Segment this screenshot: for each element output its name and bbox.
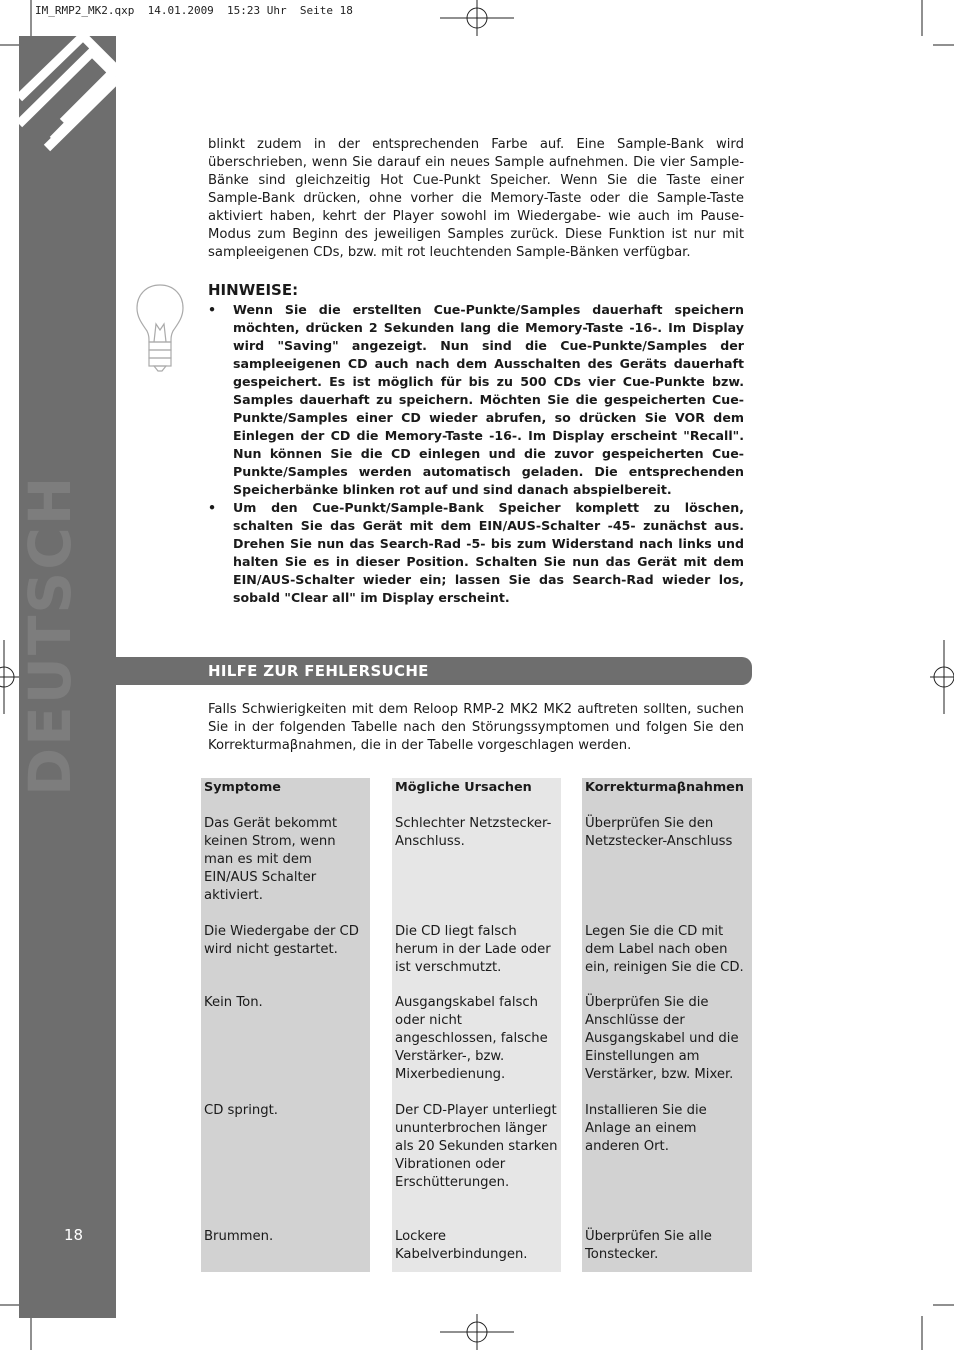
page-number: 18 bbox=[64, 1226, 84, 1244]
section-header-bar bbox=[116, 657, 752, 685]
brand-logo-icon bbox=[19, 36, 116, 166]
column-header: Korrekturmaβnahmen bbox=[585, 780, 744, 795]
table-cell: Kein Ton. bbox=[204, 995, 263, 1010]
troubleshooting-intro: Falls Schwierigkeiten mit dem Reloop RMP-2 MK2 MK2 auftreten sollten, suchen Sie in der folgenden Tabelle nach den Störungssymptomen und folgen Sie den Korrekturmaβnahmen, die in der Tabelle vorgeschlagen werden. bbox=[208, 702, 744, 753]
table-cell: Lockere Kabelverbindungen. bbox=[395, 1229, 528, 1262]
hinweise-list bbox=[208, 301, 744, 607]
table-cell: CD springt. bbox=[204, 1103, 278, 1118]
list-item: • Um den Cue-Punkt/Sample-Bank Speicher komplett zu löschen, schalten Sie das Gerät mit dem EIN/AUS-Schalter -45- zunächst aus. Drehen Sie nun das Search-Rad -5- bis zum Widerstand nach links und halten Sie es in dieser Position. Schalten Sie nun das Gerät mit dem EIN/AUS-Schalter wieder ein; lassen Sie das Search-Rad wieder los, sobald "Clear all" im Display erscheint. bbox=[208, 499, 744, 607]
table-cell: Die Wiedergabe der CD wird nicht gestartet. bbox=[204, 924, 359, 957]
table-cell: Installieren Sie die Anlage an einem anderen Ort. bbox=[585, 1103, 707, 1154]
table-cell: Brummen. bbox=[204, 1229, 274, 1244]
section-title: HILFE ZUR FEHLERSUCHE bbox=[208, 662, 429, 680]
list-item: • Wenn Sie die erstellten Cue-Punkte/Samples dauerhaft speichern möchten, drücken 2 Sekunden lang die Memory-Taste -16-. Im Display wird "Saving" angezeigt. Nun sind die Cue-Punkte/Samples der sampleeigenen CD auch nach dem Ausschalten des Geräts dauerhaft gespeichert. Es ist möglich für bis zu 500 CDs vier Cue-Punkte bzw. Samples dauerhaft zu speichern. Möchten Sie die gespeicherten Cue-Punkte/Samples einer CD wieder abrufen, so drücken Sie VOR dem Einlegen der CD die Memory-Taste -16-. Im Display erscheint "Recall". Nun können Sie die CD einlegen und die zuvor gespeicherten Cue-Punkte/Samples werden automatisch geladen. Die entsprechenden Speicherbänke blinken rot auf und sind danach abspielbereit. bbox=[208, 301, 744, 499]
table-cell: Überprüfen Sie die Anschlüsse der Ausgangskabel und die Einstellungen am Verstärker, bzw. Mixer. bbox=[585, 995, 739, 1082]
table-cell: Ausgangskabel falsch oder nicht angeschlossen, falsche Verstärker-, bzw. Mixerbedienung. bbox=[395, 995, 548, 1082]
table-column-remedies bbox=[582, 778, 752, 1272]
table-column-symptoms bbox=[201, 778, 370, 1272]
column-header: Symptome bbox=[204, 780, 281, 795]
intro-paragraph: blinkt zudem in der entsprechenden Farbe auf. Eine Sample-Bank wird überschrieben, wenn Sie darauf ein neues Sample aufnehmen. Die vier Sample-Bänke sind gleichzeitig Hot Cue-Punkt Speicher. Wenn Sie die Taste einer Sample-Bank drücken, ohne vorher die Memory-Taste oder die Sample-Taste aktiviert haben, kehrt der Player sowohl im Wiedergabe- wie auch im Pause-Modus zum Beginn des jeweiligen Samples zurück. Diese Funktion ist nur mit sampleeigenen CDs, bzw. mit rot leuchtenden Sample-Bänken verfügbar. bbox=[208, 137, 744, 260]
table-cell: Das Gerät bekommt keinen Strom, wenn man es mit dem EIN/AUS Schalter aktiviert. bbox=[204, 816, 338, 903]
table-cell: Schlechter Netzstecker-Anschluss. bbox=[395, 816, 552, 849]
registration-mark-icon bbox=[930, 640, 954, 714]
language-label: DEUTSCH bbox=[16, 474, 84, 796]
table-cell: Die CD liegt falsch herum in der Lade oder ist verschmutzt. bbox=[395, 924, 551, 975]
hinweise-heading: HINWEISE: bbox=[208, 281, 299, 299]
table-cell: Überprüfen Sie alle Tonstecker. bbox=[585, 1229, 712, 1262]
registration-mark-icon bbox=[440, 1314, 514, 1350]
table-cell: Der CD-Player unterliegt ununterbrochen länger als 20 Sekunden starken Vibrationen oder Erschütterungen. bbox=[395, 1103, 558, 1190]
column-header: Mögliche Ursachen bbox=[395, 780, 532, 795]
print-slug: IM_RMP2_MK2.qxp 14.01.2009 15:23 Uhr Seite 18 bbox=[35, 4, 353, 17]
registration-mark-icon bbox=[440, 0, 514, 36]
table-cell: Legen Sie die CD mit dem Label nach oben ein, reinigen Sie die CD. bbox=[585, 924, 744, 975]
lightbulb-icon bbox=[134, 282, 186, 374]
table-cell: Überprüfen Sie den Netzstecker-Anschluss bbox=[585, 816, 733, 849]
table-column-causes bbox=[392, 778, 561, 1272]
